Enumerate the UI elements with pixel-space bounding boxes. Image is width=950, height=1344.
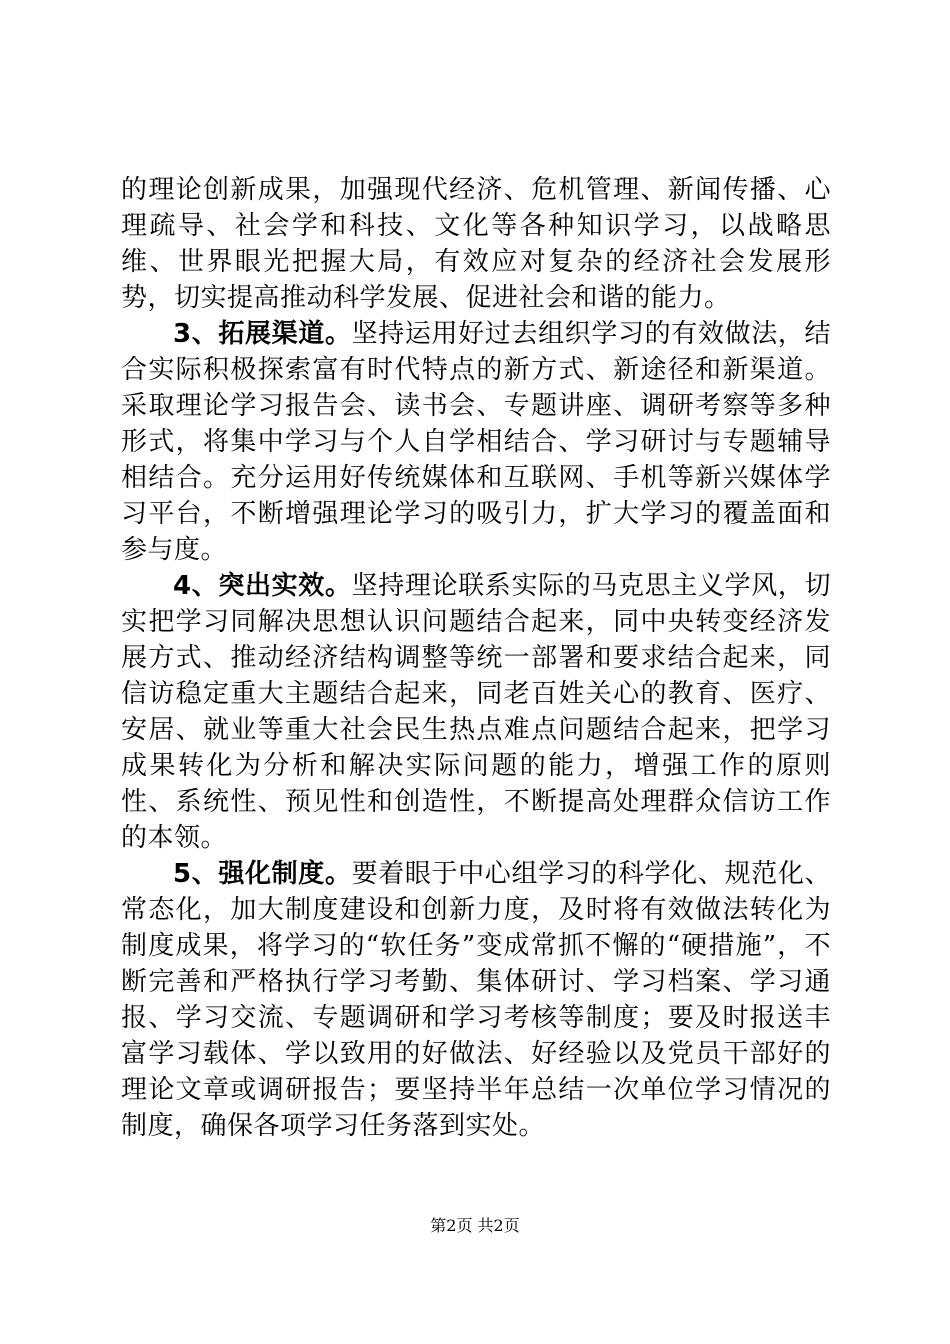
paragraph-text: 坚持理论联系实际的马克思主义学风，切实把学习同解决思想认识问题结合起来，同中央转变经济发展方式、推动经济结构调整等统一部署和要求结合起来，同信访稳定重大主题结合起来，同老百姓关心的教育、医疗、安居、就业等重大社会民生热点难点问题结合起来，把学习成果转化为分析和解决实际问题的能力，增强工作的原则性、系统性、预见性和创造性，不断提高处理群众信访工作的本领。 bbox=[121, 571, 831, 853]
paragraph-text: 要着眼于中心组学习的科学化、规范化、常态化，加大制度建设和创新力度，及时将有效做法转化为制度成果，将学习的“软任务”变成常抓不懈的“硬措施”，不断完善和严格执行学习考勤、集体研讨、学习档案、学习通报、学习交流、专题调研和学习考核等制度；要及时报送丰富学习载体、学以致用的好做法、好经验以及党员干部好的理论文章或调研报告；要坚持半年总结一次单位学习情况的制度，确保各项学习任务落到实处。 bbox=[121, 859, 831, 1141]
page-number-footer: 第2页 共2页 bbox=[430, 1216, 520, 1235]
document-body bbox=[121, 172, 831, 1144]
paragraph-text: 的理论创新成果，加强现代经济、危机管理、新闻传播、心理疏导、社会学和科技、文化等各种知识学习，以战略思维、世界眼光把握大局，有效应对复杂的经济社会发展形势，切实提高推动科学发展、促进社会和谐的能力。 bbox=[121, 175, 831, 313]
paragraph-text: 坚持运用好过去组织学习的有效做法，结合实际积极探索富有时代特点的新方式、新途径和新渠道。采取理论学习报告会、读书会、专题讲座、调研考察等多种形式，将集中学习与个人自学相结合、学习研讨与专题辅导相结合。充分运用好传统媒体和互联网、手机等新兴媒体学习平台，不断增强理论学习的吸引力，扩大学习的覆盖面和参与度。 bbox=[121, 319, 831, 565]
paragraph-expand-channels bbox=[121, 316, 831, 568]
paragraph-heading: 5、强化制度。 bbox=[173, 859, 352, 889]
paragraph-practical-results bbox=[121, 568, 831, 856]
paragraph-continuation bbox=[121, 172, 831, 316]
paragraph-heading: 4、突出实效。 bbox=[173, 571, 352, 601]
paragraph-heading: 3、拓展渠道。 bbox=[173, 319, 352, 349]
paragraph-strengthen-system bbox=[121, 856, 831, 1144]
